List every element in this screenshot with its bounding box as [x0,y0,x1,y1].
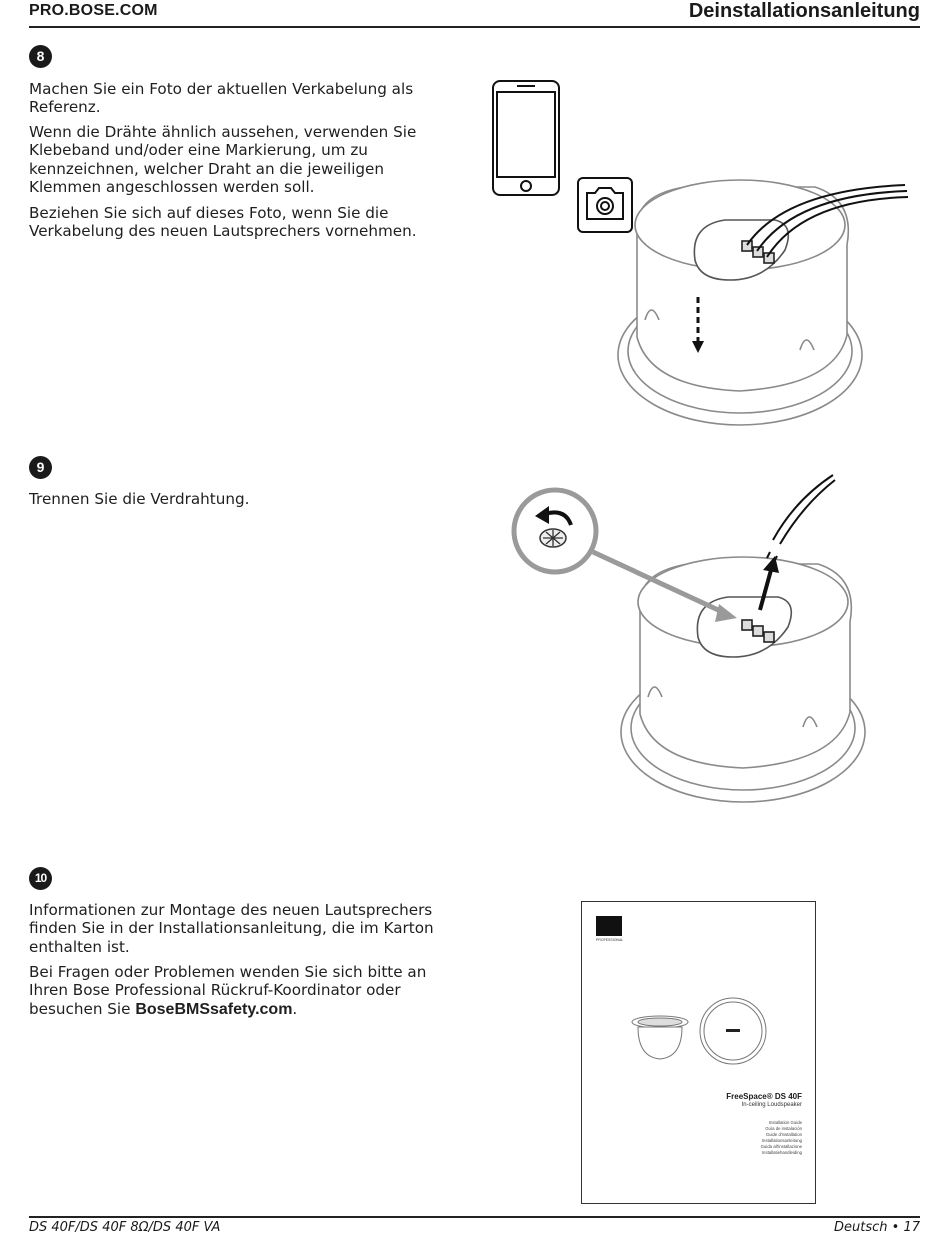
contact-text: Bei Fragen oder Problemen wenden Sie sich bitte an Ihren Bose Professional Rückruf-Koordinator oder besuchen Sie [29,963,427,1018]
bose-logo [596,916,622,936]
step-8-badge: 8 [29,45,52,68]
installation-guide-booklet [581,901,816,1204]
site-url: PRO.BOSE.COM [29,2,158,19]
booklet-languages [761,1120,802,1156]
zoom-callout [514,490,596,572]
header-rule [29,26,920,28]
step-9-illustration [505,470,925,815]
step-8-illustration [485,75,925,435]
booklet-lang: Installatiehandleiding [761,1150,802,1155]
page-title: Deinstallationsanleitung [688,0,920,22]
step-10-badge: 10 [29,867,52,890]
booklet-lang: Installationsanleitung [761,1138,802,1143]
bose-logo-subtitle: PROFESSIONAL [596,938,624,942]
camera-icon [578,178,632,232]
step-10-para-1: Informationen zur Montage des neuen Lautsprechers finden Sie in der Installationsanleitung, die im Karton enthalten ist. [29,901,434,956]
footer-models: DS 40F/DS 40F 8Ω/DS 40F VA [29,1220,221,1235]
speaker-drawing [621,557,865,802]
cut-wires [767,475,835,562]
step-8-para-1: Machen Sie ein Foto der aktuellen Verkabelung als Referenz. [29,80,414,117]
step-8-para-3: Beziehen Sie sich auf dieses Foto, wenn Sie die Verkabelung des neuen Lautsprechers vornehmen. [29,204,417,241]
smartphone-icon [493,81,559,195]
safety-link[interactable]: BoseBMSsafety.com [135,1000,293,1018]
booklet-speaker-image [630,997,770,1072]
step-9-para-1: Trennen Sie die Verdrahtung. [29,490,250,508]
step-9-badge: 9 [29,456,52,479]
booklet-lang: Guide d'installation [765,1132,802,1137]
step-10-para-2 [29,963,469,1019]
booklet-lang: Installation Guide [768,1120,802,1125]
speaker-drawing [618,180,862,425]
footer-rule [29,1216,920,1218]
booklet-lang: Guía de instalación [765,1126,802,1131]
booklet-product: FreeSpace® DS 40F [726,1092,802,1101]
contact-end: . [292,999,298,1018]
booklet-lang: Guida all'installazione [760,1144,802,1149]
footer-page: Deutsch • 17 [834,1220,920,1235]
booklet-subtitle: In-ceiling Loudspeaker [741,1102,802,1108]
step-8-para-2: Wenn die Drähte ähnlich aussehen, verwenden Sie Klebeband und/oder eine Markierung, um zu kennzeichnen, welcher Draht an die jeweiligen Klemmen angeschlossen werden soll. [29,123,417,196]
